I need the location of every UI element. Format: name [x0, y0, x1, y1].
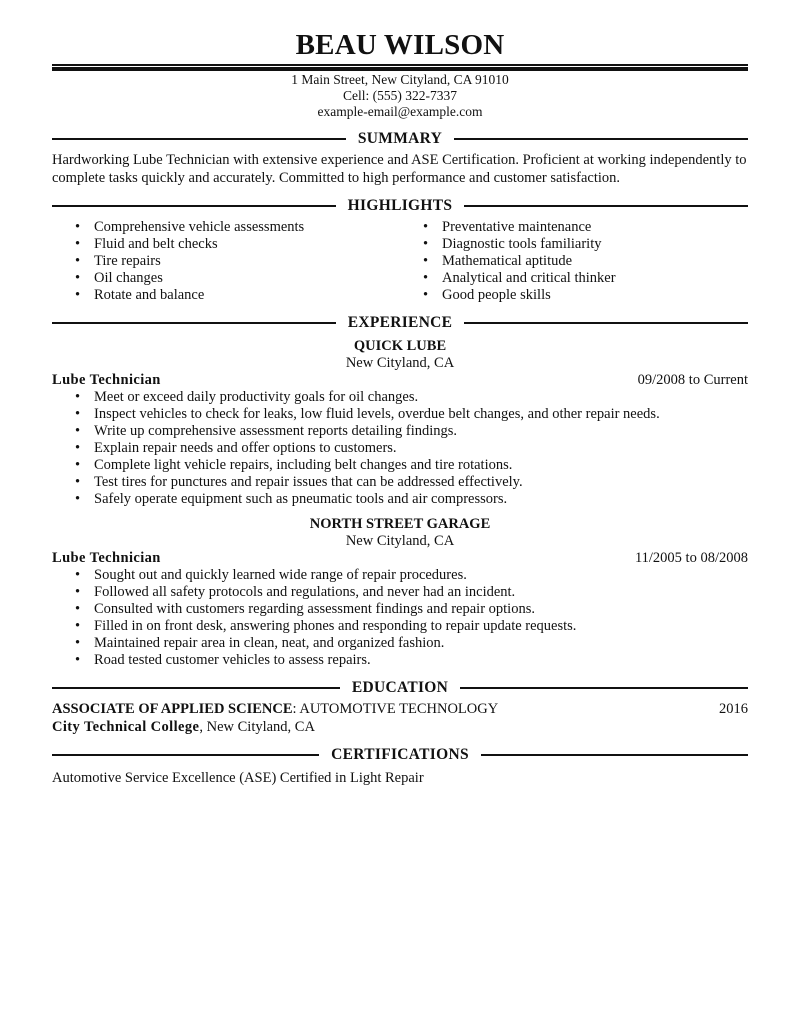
- list-item: [52, 474, 748, 491]
- bullet-icon: •: [423, 236, 429, 252]
- list-item: [52, 287, 400, 304]
- bullet-icon: •: [75, 567, 81, 583]
- bullet-icon: •: [75, 601, 81, 617]
- list-item: [52, 652, 748, 669]
- list-item-text: Filled in on front desk, answering phones and responding to repair update requests.: [94, 618, 577, 634]
- list-item-text: Rotate and balance: [94, 287, 205, 303]
- bullet-icon: •: [75, 423, 81, 439]
- bullet-icon: •: [75, 457, 81, 473]
- summary-text: Hardworking Lube Technician with extensive experience and ASE Certification. Proficient at working independently to complete tasks quickly and accurately. Committed to high performance and customer satisfaction.: [52, 152, 747, 186]
- list-item: [400, 287, 748, 304]
- list-item: [52, 584, 748, 601]
- list-item-text: Meet or exceed daily productivity goals for oil changes.: [94, 389, 419, 405]
- list-item-text: Analytical and critical thinker: [442, 270, 616, 286]
- list-item: [52, 406, 748, 423]
- list-item: [52, 236, 400, 253]
- list-item-text: Fluid and belt checks: [94, 236, 218, 252]
- list-item-text: Tire repairs: [94, 253, 161, 269]
- list-item-text: Sought out and quickly learned wide range of repair procedures.: [94, 567, 467, 583]
- section-heading-certifications: CERTIFICATIONS: [52, 742, 748, 768]
- list-item-text: Complete light vehicle repairs, including belt changes and tire rotations.: [94, 457, 513, 473]
- bullet-icon: •: [423, 253, 429, 269]
- list-item: [400, 236, 748, 253]
- company-name: NORTH STREET GARAGE: [309, 516, 491, 532]
- bullet-icon: •: [75, 440, 81, 456]
- list-item-text: Write up comprehensive assessment reports detailing findings.: [94, 423, 458, 439]
- bullet-icon: •: [423, 219, 429, 235]
- list-item: [52, 270, 400, 287]
- job-title: Lube Technician: [52, 550, 161, 566]
- bullet-icon: •: [75, 652, 81, 668]
- list-item-text: Test tires for punctures and repair issues that can be addressed effectively.: [94, 474, 523, 490]
- contact-info: [52, 72, 748, 120]
- highlights-list: [52, 219, 748, 304]
- job-bullets: [52, 389, 748, 508]
- list-item: [52, 491, 748, 508]
- list-item: [52, 440, 748, 457]
- phone: Cell: (555) 322-7337: [343, 88, 457, 103]
- bullet-icon: •: [75, 474, 81, 490]
- list-item: [52, 567, 748, 584]
- section-heading-education: EDUCATION: [52, 675, 748, 701]
- list-item-text: Explain repair needs and offer options to customers.: [94, 440, 397, 456]
- list-item-text: Mathematical aptitude: [442, 253, 573, 269]
- list-item: [52, 601, 748, 618]
- job-entry: [52, 516, 748, 669]
- list-item: [52, 253, 400, 270]
- list-item-text: Preventative maintenance: [442, 219, 592, 235]
- bullet-icon: •: [423, 270, 429, 286]
- bullet-icon: •: [75, 253, 81, 269]
- list-item-text: Comprehensive vehicle assessments: [94, 219, 305, 235]
- school-location: , New Cityland, CA: [199, 719, 315, 735]
- list-item: [52, 423, 748, 440]
- list-item-text: Safely operate equipment such as pneumatic tools and air compressors.: [94, 491, 508, 507]
- bullet-icon: •: [75, 236, 81, 252]
- company-name: QUICK LUBE: [353, 338, 447, 354]
- list-item-text: Consulted with customers regarding assessment findings and repair options.: [94, 601, 535, 617]
- degree: ASSOCIATE OF APPLIED SCIENCE: [52, 701, 293, 717]
- school: City Technical College: [52, 719, 200, 735]
- header-divider: [52, 64, 748, 71]
- job-bullets: [52, 567, 748, 669]
- list-item-text: Good people skills: [442, 287, 551, 303]
- education-degree-row: [52, 701, 748, 718]
- job-entry: [52, 338, 748, 508]
- experience-list: [52, 338, 748, 669]
- bullet-icon: •: [75, 584, 81, 600]
- section-heading-experience: EXPERIENCE: [52, 310, 748, 336]
- job-dates: 09/2008 to Current: [637, 372, 748, 388]
- list-item: [52, 618, 748, 635]
- list-item: [52, 389, 748, 406]
- bullet-icon: •: [75, 287, 81, 303]
- section-heading-summary: SUMMARY: [52, 126, 748, 152]
- bullet-icon: •: [75, 491, 81, 507]
- email: example-email@example.com: [317, 104, 483, 119]
- list-item-text: Diagnostic tools familiarity: [442, 236, 602, 252]
- education-school-row: [52, 718, 748, 736]
- bullet-icon: •: [75, 406, 81, 422]
- list-item-text: Followed all safety protocols and regulations, and never had an incident.: [94, 584, 516, 600]
- bullet-icon: •: [75, 270, 81, 286]
- list-item: [52, 457, 748, 474]
- bullet-icon: •: [75, 618, 81, 634]
- field: : AUTOMOTIVE TECHNOLOGY: [292, 701, 499, 717]
- graduation-year: 2016: [719, 701, 748, 717]
- bullet-icon: •: [75, 389, 81, 405]
- section-heading-highlights: HIGHLIGHTS: [52, 193, 748, 219]
- list-item: [52, 219, 400, 236]
- list-item-text: Inspect vehicles to check for leaks, low fluid levels, overdue belt changes, and other repair needs.: [94, 406, 660, 422]
- bullet-icon: •: [75, 635, 81, 651]
- job-title: Lube Technician: [52, 372, 161, 388]
- list-item-text: Oil changes: [94, 270, 163, 286]
- list-item: [52, 635, 748, 652]
- bullet-icon: •: [75, 219, 81, 235]
- company-location: New Cityland, CA: [345, 533, 455, 549]
- job-dates: 11/2005 to 08/2008: [634, 550, 748, 566]
- bullet-icon: •: [423, 287, 429, 303]
- address: 1 Main Street, New Cityland, CA 91010: [291, 72, 509, 87]
- company-location: New Cityland, CA: [345, 355, 455, 371]
- candidate-name: BEAU WILSON: [295, 29, 505, 61]
- list-item-text: Maintained repair area in clean, neat, and organized fashion.: [94, 635, 445, 651]
- list-item: [400, 219, 748, 236]
- certification-text: Automotive Service Excellence (ASE) Certified in Light Repair: [52, 770, 424, 786]
- list-item-text: Road tested customer vehicles to assess repairs.: [94, 652, 371, 668]
- list-item: [400, 253, 748, 270]
- list-item: [400, 270, 748, 287]
